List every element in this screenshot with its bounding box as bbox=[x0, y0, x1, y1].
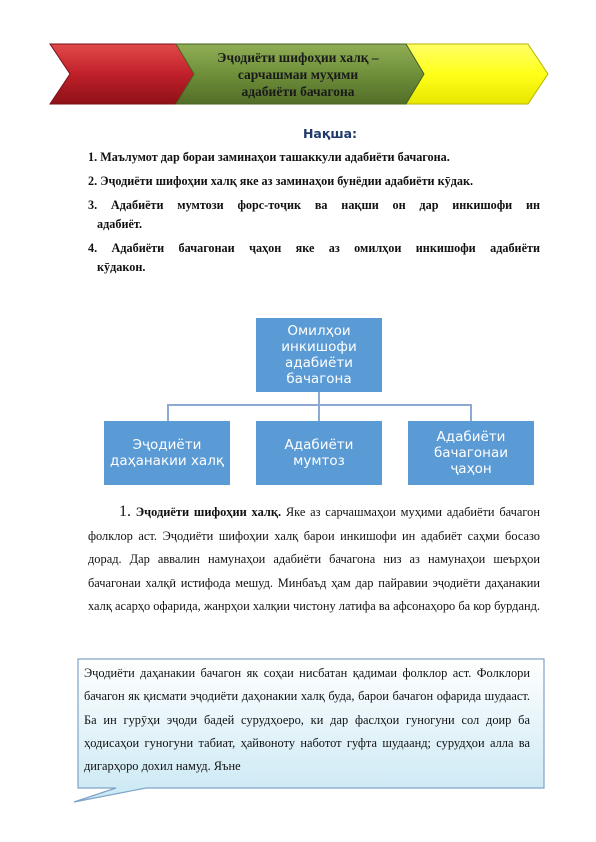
plan-item-number: 4. bbox=[88, 241, 98, 255]
diagram-root-box: Омилҳои инкишофи адабиёти бачагона bbox=[256, 318, 382, 392]
plan-item bbox=[88, 239, 540, 277]
callout-box bbox=[68, 656, 548, 806]
plan-item bbox=[88, 172, 540, 191]
banner-title: Эҷодиёти шифоҳии халқ – сарчашмаи муҳими адабиёти бачагона bbox=[217, 49, 379, 99]
diagram-child-world-box: Адабиёти бачагонаи ҷаҳон bbox=[408, 421, 534, 485]
plan-item-number: 1. bbox=[88, 150, 98, 164]
connector-line bbox=[318, 404, 320, 421]
plan-item-text-continued: адабиёт. bbox=[97, 217, 142, 231]
plan-item-line bbox=[88, 239, 540, 258]
plan-item-number: 2. bbox=[88, 174, 98, 188]
diagram-child-classic-box: Адабиёти мумтоз bbox=[256, 421, 382, 485]
plan-item-text: Маълумот дар бораи заминаҳои ташаккули адабиёти бачагона. bbox=[100, 150, 450, 164]
plan-item bbox=[88, 196, 540, 234]
plan-item-text: Адабиёти мумтози форс-тоҷик ва нақши он дар инкишофи ин bbox=[110, 198, 540, 212]
section-heading: Эҷодиёти шифоҳии халқ. bbox=[135, 505, 282, 519]
plan-heading: Нақша: bbox=[302, 126, 358, 141]
plan-item-line bbox=[88, 196, 540, 215]
section-paragraph bbox=[88, 500, 540, 619]
plan-list bbox=[88, 148, 540, 282]
plan-item-text: Адабиёти бачагонаи ҷаҳон яке аз омилҳои инкишофи адабиёти bbox=[111, 241, 540, 255]
plan-item-text-continued: кӯдакон. bbox=[97, 260, 146, 274]
section-text: Яке аз сарчашмаҳои муҳими адабиёти бачагон фолклор аст. Эҷодиёти шифоҳии халқ барои инкишофи ин адабиёт саҳми босазо дорад. Дар аввалин намунаҳои адабиёти бачагона низ аз намунаҳои шеърҳои бачагонаи халқӣ истифода мешуд. Минбаъд ҳам дар пайравии эҷодиёти даҳанакии халқ асарҳо офарида, жанрҳои халқии чистону латифа ва афсонаҳоро ба кор бурданд. bbox=[88, 505, 540, 614]
section-number: 1. bbox=[119, 503, 131, 520]
title-banner bbox=[0, 0, 596, 120]
hierarchy-diagram bbox=[0, 318, 596, 493]
plan-item-text: Эҷодиёти шифоҳии халқ яке аз заминаҳои бунёдии адабиёти кӯдак. bbox=[100, 174, 474, 188]
diagram-child-folk-box: Эҷодиёти даҳанакии халқ bbox=[104, 421, 230, 485]
plan-item bbox=[88, 148, 540, 167]
connector-line bbox=[318, 392, 320, 404]
plan-item-number: 3. bbox=[88, 198, 98, 212]
callout-text: Эҷодиёти даҳанакии бачагон як соҳаи нисбатан қадимаи фолклор аст. Фолклори бачагон як қисмати эҷодиёти даҳонакии халқ буда, барои бачагон офарида шудааст. Ба ин гурӯҳи эҷоди бадей сурудҳоеро, ки дар фаслҳои гуногуни сол доир ба ҳодисаҳои гуногуни табиат, ҳайвоноту наботот гуфта шудаанд; сурудҳои алла ва дигарҳоро дохил намуд. Яъне bbox=[84, 666, 530, 774]
connector-line bbox=[470, 404, 472, 421]
connector-line bbox=[167, 404, 169, 421]
